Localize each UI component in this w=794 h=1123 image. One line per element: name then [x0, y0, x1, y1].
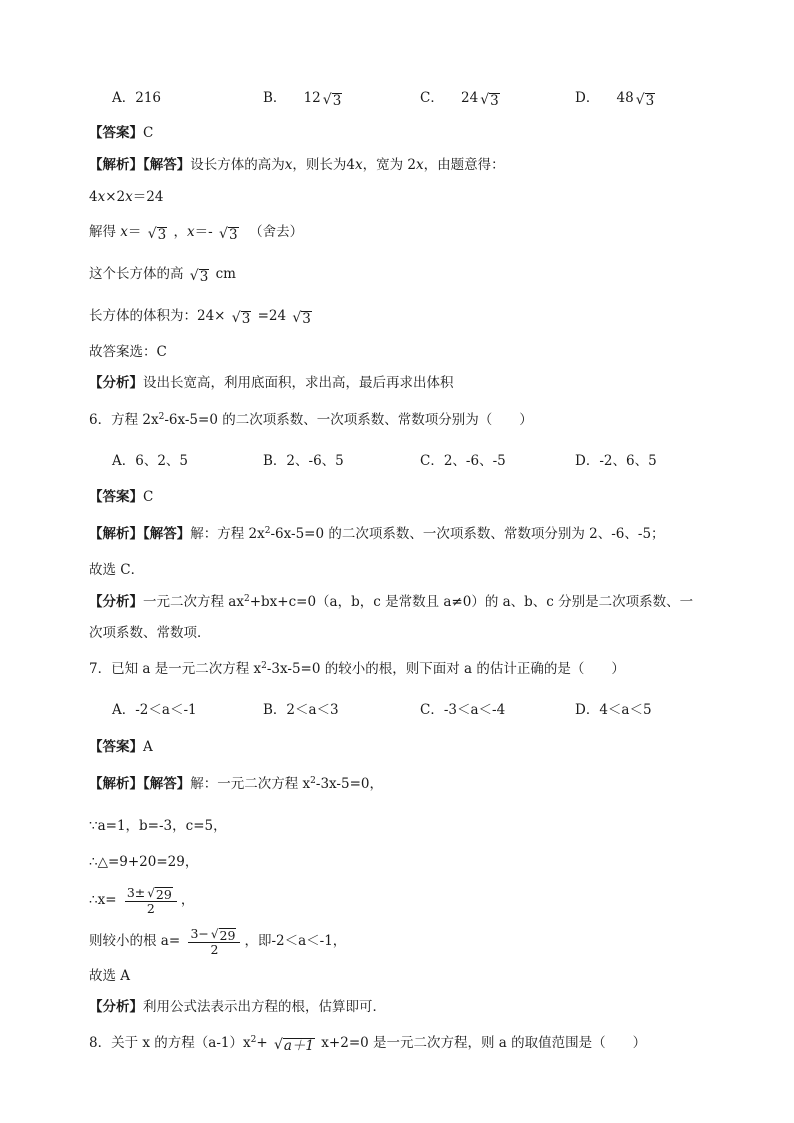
sqrt-symbol: √ 3 [635, 92, 655, 109]
fraction: 3− √ 29 2 [188, 927, 240, 957]
sqrt-symbol: √ 3 [322, 92, 342, 109]
q6-fenxi-cont: 次项系数、常数项． [89, 625, 211, 641]
q7-option-a[interactable]: A．-2＜a＜-1 [112, 702, 197, 718]
q6-analysis: 【解析】【解答】解：方程 $2x^2-6x-5=0$ 的二次项系数、一次项系数、常数项分别为 2、-6、-5； [89, 526, 665, 542]
q7-discriminant: ∴△=9+20=29， [89, 854, 199, 870]
q8-stem: 8．关于 x 的方程$(a-1)x^2+$ √ a＋1 x+2=0 是一元二次方程，则 a 的取值范围是（ ） [89, 1035, 647, 1054]
q6-option-b[interactable]: B．2、-6、5 [263, 453, 344, 469]
q7-fenxi: 【分析】利用公式法表示出方程的根，估算即可． [89, 999, 386, 1015]
sqrt-symbol: √ 29 [147, 885, 172, 902]
q5-solution: 解得 x＝ √ 3 ，x＝- √ 3 （舍去） [89, 224, 304, 243]
q7-option-b[interactable]: B．2＜a＜3 [263, 702, 339, 718]
q6-stem: 6．方程 $2x^2-6x-5=0$ 的二次项系数、一次项系数、常数项分别为（ ） [89, 412, 533, 428]
sqrt-symbol: √ 3 [292, 310, 311, 327]
q5-equation: 4x×2x＝24 [89, 189, 164, 205]
q6-option-d[interactable]: D．-2、6、5 [575, 453, 657, 469]
q7-root-formula: ∴x= 3± √ 29 2 ， [89, 884, 195, 916]
q7-smaller-root: 则较小的根 a= 3− √ 29 2 ，即-2＜a＜-1， [89, 925, 347, 957]
q7-option-c[interactable]: C．-3＜a＜-4 [420, 702, 506, 718]
q6-options [112, 451, 752, 471]
q5-analysis: 【解析】【解答】设长方体的高为x，则长为4x，宽为 2x，由题意得： [89, 157, 505, 173]
q6-option-a[interactable]: A．6、2、5 [112, 453, 189, 469]
q5-fenxi: 【分析】设出长宽高，利用底面积，求出高，最后再求出体积 [89, 375, 454, 391]
fraction: 3± √ 29 2 [125, 886, 177, 916]
sqrt-symbol: √ 3 [189, 268, 209, 285]
q6-choose: 故选 C． [89, 562, 145, 578]
q5-answer: 【答案】C [89, 125, 154, 141]
sqrt-symbol: √ 3 [231, 310, 251, 327]
q7-option-d[interactable]: D．4＜a＜5 [575, 702, 652, 718]
q7-options [112, 700, 752, 720]
sqrt-symbol: √ 3 [147, 226, 167, 243]
q5-volume: 长方体的体积为：24× √ 3 =24 √ 3 [89, 308, 311, 327]
q5-option-a[interactable]: A．216 [112, 90, 162, 106]
q6-fenxi: 【分析】一元二次方程 $ax^2+bx+c=0(a$，b，c 是常数且 a≠0）的 a、b、c 分别是二次项系数、一 [89, 594, 694, 610]
sqrt-symbol: √ 29 [210, 926, 236, 943]
q5-options [112, 88, 752, 108]
q7-answer: 【答案】A [89, 739, 153, 755]
q5-option-b[interactable]: B． 12 √ 3 [263, 90, 342, 109]
q6-answer: 【答案】C [89, 489, 154, 505]
sqrt-symbol: √ 3 [219, 226, 238, 243]
q7-coefficients: ∵a=1，b=-3，c=5， [89, 818, 227, 834]
q5-height: 这个长方体的高 √ 3 cm [89, 266, 236, 285]
sqrt-symbol: √ a＋1 [273, 1037, 315, 1054]
q7-stem: 7．已知 a 是一元二次方程 $x^2-3x-5=0$ 的较小的根，则下面对 a 的估计正确的是（ ） [89, 661, 625, 677]
q7-analysis: 【解析】【解答】解：一元二次方程 $x^2-3x-5=0$， [89, 776, 383, 792]
q6-option-c[interactable]: C．2、-6、-5 [420, 453, 506, 469]
q5-option-d[interactable]: D． 48 √ 3 [575, 90, 655, 109]
q7-choose: 故选 A [89, 968, 131, 984]
sqrt-symbol: √ 3 [480, 92, 499, 109]
q5-choose: 故答案选：C [89, 344, 167, 360]
q5-option-c[interactable]: C． 24 √ 3 [420, 90, 499, 109]
